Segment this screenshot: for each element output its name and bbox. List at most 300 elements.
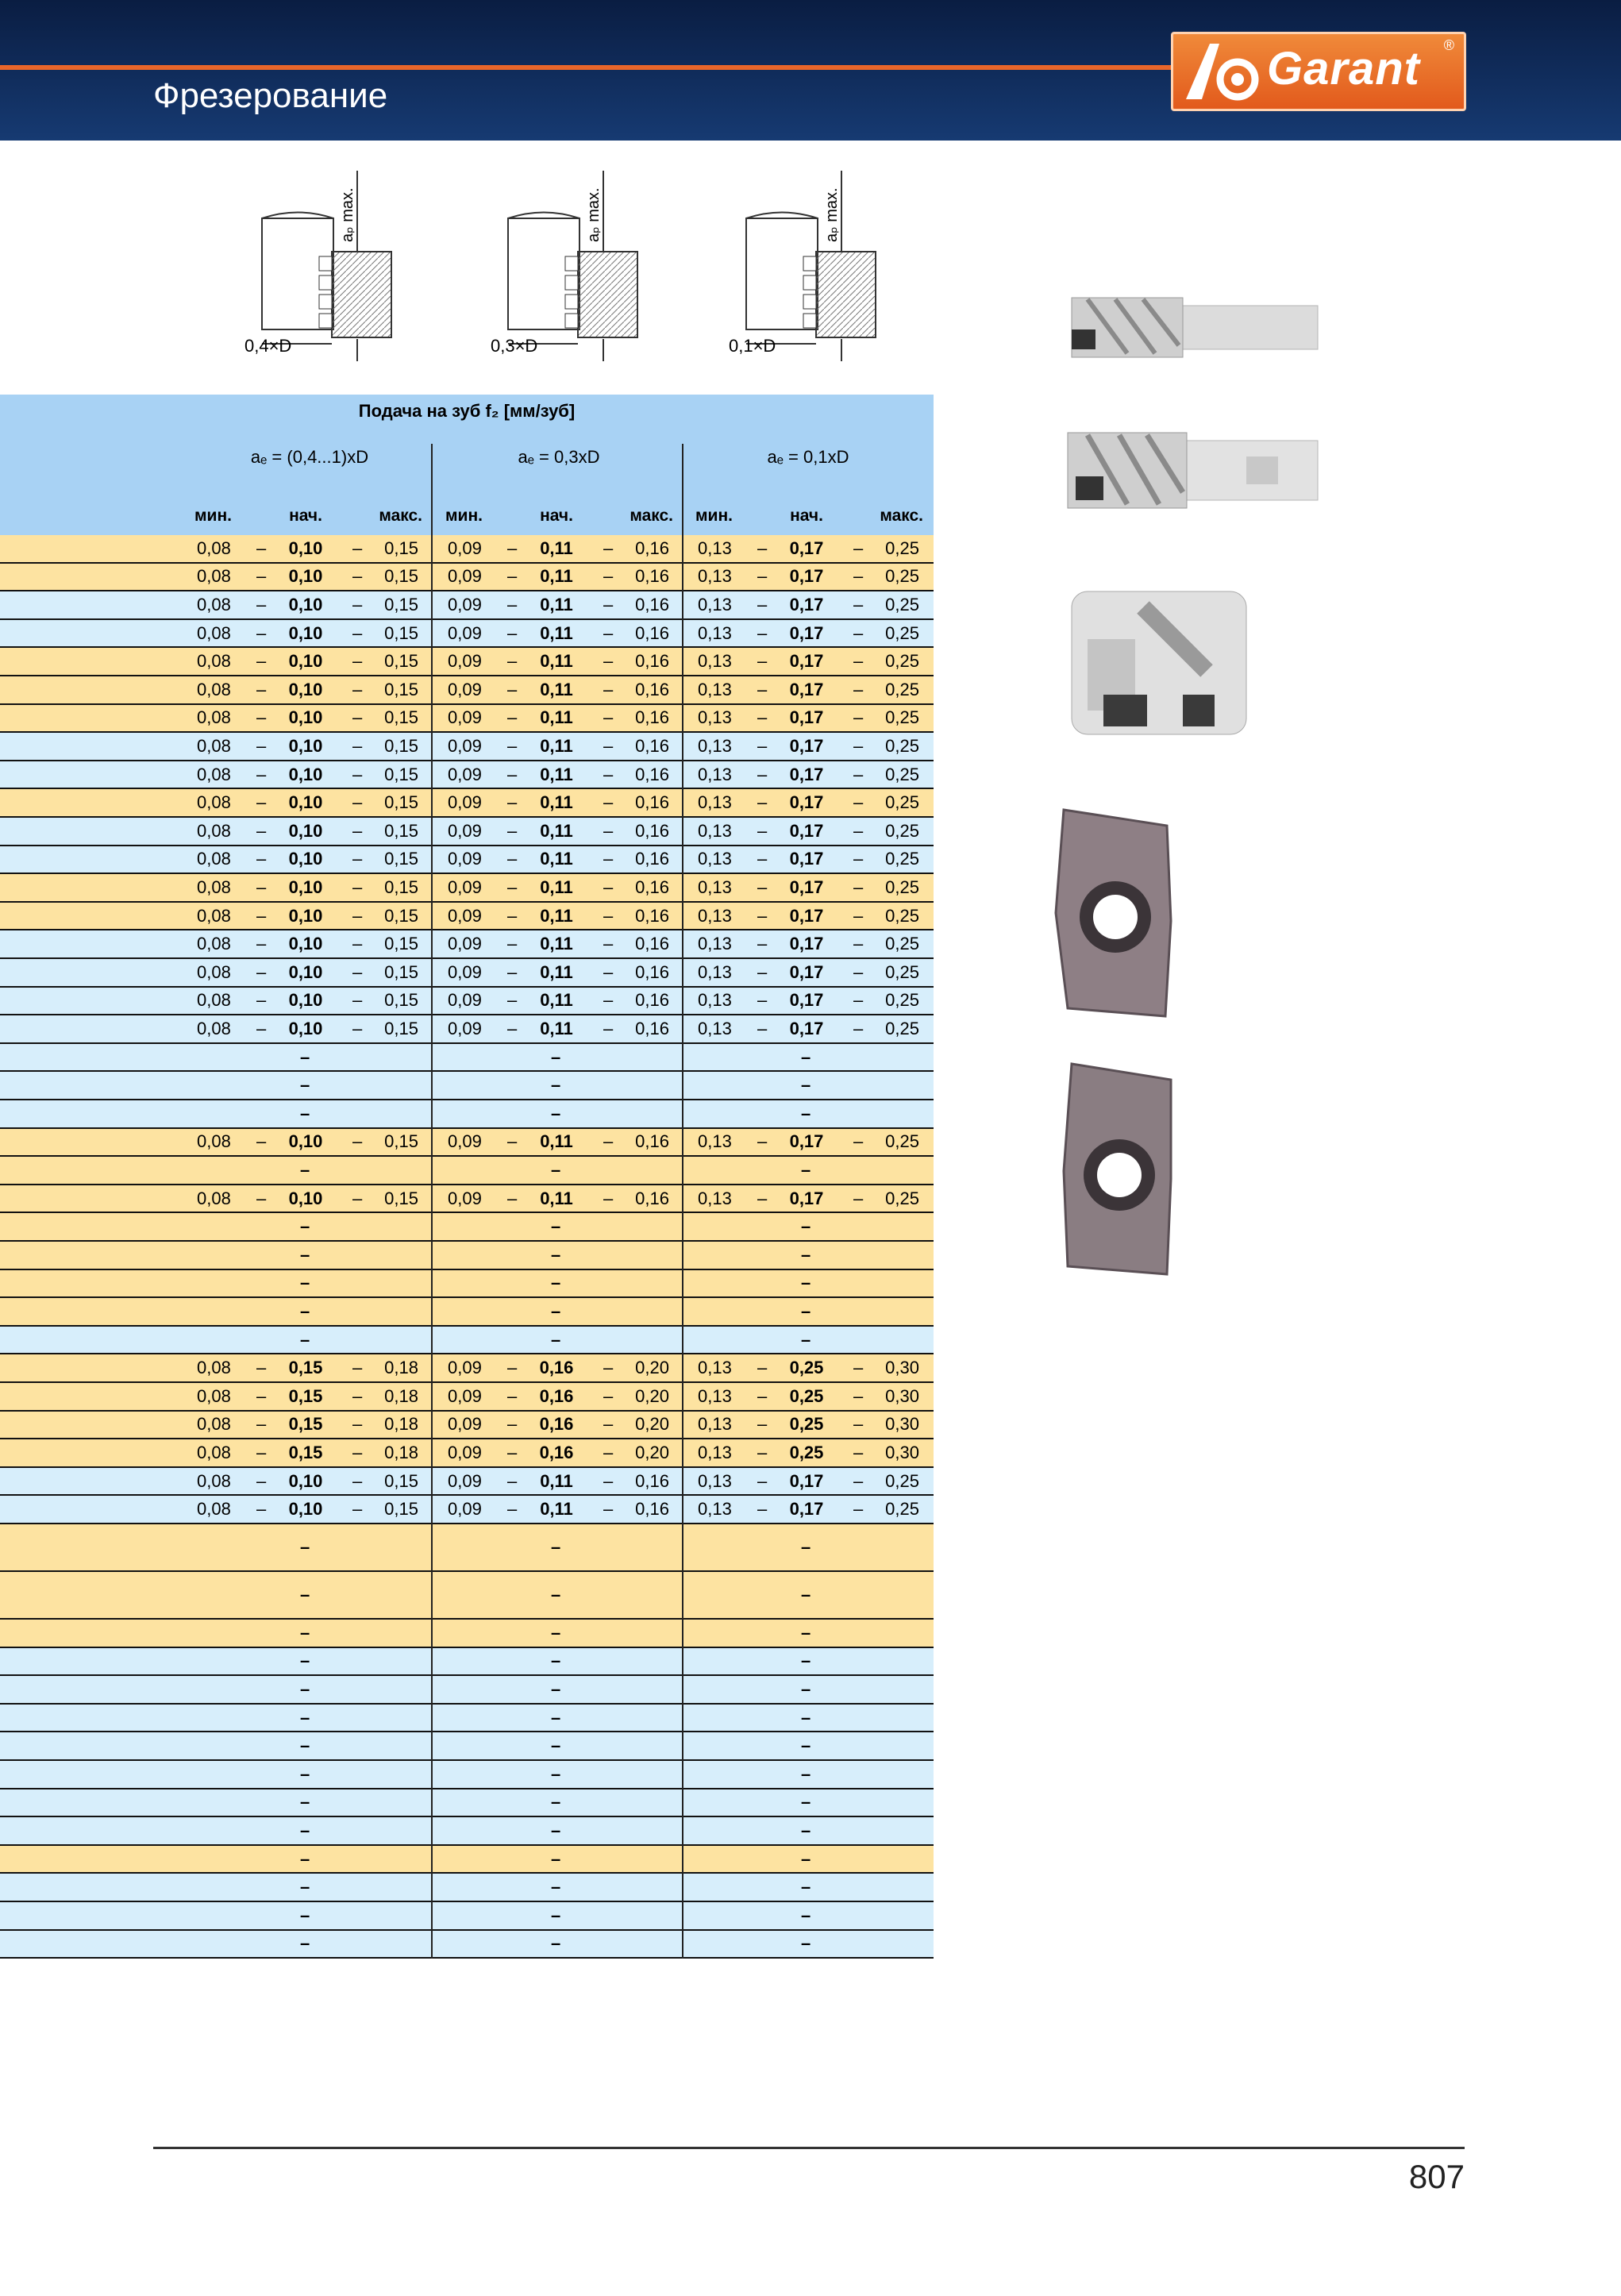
table-row <box>0 1129 934 1158</box>
start-value: 0,17 <box>789 594 824 614</box>
start-value: 0,17 <box>789 707 824 728</box>
max-value: 0,16 <box>635 1499 669 1520</box>
min-value: 0,13 <box>698 651 732 672</box>
min-value: 0,08 <box>197 537 231 558</box>
range-dash: – <box>757 622 768 643</box>
min-value: 0,09 <box>448 735 482 756</box>
range-dash: – <box>603 934 614 954</box>
min-value: 0,08 <box>197 707 231 728</box>
empty-dash: – <box>300 1075 310 1096</box>
min-value: 0,08 <box>197 1499 231 1520</box>
range-dash: – <box>853 961 864 982</box>
max-value: 0,16 <box>635 566 669 587</box>
start-value: 0,17 <box>789 1131 824 1152</box>
max-value: 0,25 <box>885 820 919 841</box>
empty-dash: – <box>801 1537 811 1557</box>
min-value: 0,08 <box>197 1188 231 1208</box>
min-value: 0,09 <box>448 961 482 982</box>
range-dash: – <box>757 934 768 954</box>
min-value: 0,13 <box>698 961 732 982</box>
start-value: 0,25 <box>789 1442 824 1462</box>
range-dash: – <box>256 537 267 558</box>
min-value: 0,09 <box>448 1358 482 1378</box>
range-dash: – <box>352 1358 363 1378</box>
min-value: 0,08 <box>197 990 231 1011</box>
table-row <box>0 564 934 592</box>
max-value: 0,15 <box>384 1470 418 1491</box>
empty-dash: – <box>551 1905 561 1925</box>
range-dash: – <box>603 1188 614 1208</box>
min-value: 0,13 <box>698 1385 732 1406</box>
max-value: 0,15 <box>384 622 418 643</box>
empty-dash: – <box>300 1905 310 1925</box>
start-value: 0,11 <box>540 566 573 587</box>
empty-dash: – <box>300 1678 310 1699</box>
min-value: 0,13 <box>698 1499 732 1520</box>
range-dash: – <box>507 849 518 869</box>
table-row <box>0 1789 934 1818</box>
min-value: 0,13 <box>698 792 732 813</box>
empty-dash: – <box>300 1933 310 1954</box>
range-dash: – <box>603 1131 614 1152</box>
table-row <box>0 676 934 705</box>
empty-dash: – <box>801 1300 811 1321</box>
range-dash: – <box>352 1188 363 1208</box>
range-dash: – <box>853 1188 864 1208</box>
range-dash: – <box>853 651 864 672</box>
range-dash: – <box>757 764 768 784</box>
header-divider <box>682 444 683 535</box>
range-dash: – <box>757 792 768 813</box>
sub-header: мин. <box>194 507 232 525</box>
start-value: 0,10 <box>288 820 323 841</box>
empty-dash: – <box>801 1244 811 1265</box>
range-dash: – <box>757 707 768 728</box>
max-value: 0,16 <box>635 934 669 954</box>
start-value: 0,15 <box>288 1442 323 1462</box>
column-divider <box>682 535 683 1959</box>
empty-dash: – <box>300 1300 310 1321</box>
range-dash: – <box>352 1470 363 1491</box>
empty-dash: – <box>300 1707 310 1728</box>
range-dash: – <box>603 1499 614 1520</box>
max-value: 0,15 <box>384 961 418 982</box>
max-value: 0,16 <box>635 990 669 1011</box>
max-value: 0,15 <box>384 1499 418 1520</box>
empty-dash: – <box>300 1537 310 1557</box>
table-row <box>0 1620 934 1648</box>
max-value: 0,16 <box>635 1470 669 1491</box>
group-header-2: aₑ = 0,3xD <box>518 447 600 467</box>
empty-dash: – <box>801 1103 811 1123</box>
empty-dash: – <box>551 1329 561 1350</box>
empty-dash: – <box>801 1848 811 1869</box>
range-dash: – <box>757 820 768 841</box>
range-dash: – <box>352 1385 363 1406</box>
max-value: 0,25 <box>885 735 919 756</box>
max-value: 0,25 <box>885 679 919 699</box>
start-value: 0,15 <box>288 1358 323 1378</box>
empty-dash: – <box>551 1877 561 1897</box>
empty-dash: – <box>801 1678 811 1699</box>
min-value: 0,08 <box>197 1414 231 1435</box>
range-dash: – <box>507 820 518 841</box>
max-value: 0,16 <box>635 792 669 813</box>
table-row <box>0 1468 934 1497</box>
min-value: 0,09 <box>448 1385 482 1406</box>
range-dash: – <box>256 876 267 897</box>
table-row <box>0 620 934 649</box>
min-value: 0,08 <box>197 876 231 897</box>
max-value: 0,16 <box>635 594 669 614</box>
range-dash: – <box>352 990 363 1011</box>
start-value: 0,16 <box>539 1385 574 1406</box>
range-dash: – <box>507 707 518 728</box>
sub-header: макс. <box>630 507 673 525</box>
range-dash: – <box>853 735 864 756</box>
min-value: 0,09 <box>448 990 482 1011</box>
max-value: 0,15 <box>384 1188 418 1208</box>
start-value: 0,25 <box>789 1414 824 1435</box>
min-value: 0,13 <box>698 566 732 587</box>
max-value: 0,20 <box>635 1358 669 1378</box>
sub-header: макс. <box>880 507 923 525</box>
range-dash: – <box>853 707 864 728</box>
ap-max-label: aₚ max. <box>585 187 603 242</box>
range-dash: – <box>603 679 614 699</box>
table-row <box>0 930 934 959</box>
range-dash: – <box>507 594 518 614</box>
sub-header: нач. <box>540 507 573 525</box>
range-dash: – <box>853 566 864 587</box>
range-dash: – <box>603 1358 614 1378</box>
empty-dash: – <box>551 1103 561 1123</box>
start-value: 0,10 <box>288 707 323 728</box>
range-dash: – <box>853 1018 864 1038</box>
range-dash: – <box>853 820 864 841</box>
max-value: 0,16 <box>635 961 669 982</box>
empty-dash: – <box>801 1159 811 1180</box>
min-value: 0,09 <box>448 1018 482 1038</box>
empty-dash: – <box>801 1585 811 1605</box>
range-dash: – <box>256 1018 267 1038</box>
range-dash: – <box>603 792 614 813</box>
range-dash: – <box>507 876 518 897</box>
range-dash: – <box>603 622 614 643</box>
max-value: 0,15 <box>384 934 418 954</box>
max-value: 0,16 <box>635 764 669 784</box>
start-value: 0,11 <box>540 849 573 869</box>
table-row <box>0 1676 934 1705</box>
max-value: 0,25 <box>885 651 919 672</box>
range-dash: – <box>853 679 864 699</box>
table-row <box>0 1572 934 1620</box>
sub-header: нач. <box>790 507 823 525</box>
min-value: 0,13 <box>698 622 732 643</box>
table-row <box>0 1213 934 1242</box>
start-value: 0,17 <box>789 990 824 1011</box>
min-value: 0,13 <box>698 1131 732 1152</box>
empty-dash: – <box>551 1046 561 1067</box>
start-value: 0,11 <box>540 876 573 897</box>
start-value: 0,17 <box>789 961 824 982</box>
min-value: 0,13 <box>698 764 732 784</box>
range-dash: – <box>853 1499 864 1520</box>
range-dash: – <box>603 849 614 869</box>
start-value: 0,10 <box>288 537 323 558</box>
range-dash: – <box>507 792 518 813</box>
min-value: 0,13 <box>698 594 732 614</box>
range-dash: – <box>352 679 363 699</box>
empty-dash: – <box>801 1622 811 1643</box>
table-row <box>0 705 934 734</box>
empty-dash: – <box>551 1792 561 1813</box>
min-value: 0,13 <box>698 1470 732 1491</box>
max-value: 0,25 <box>885 1188 919 1208</box>
empty-dash: – <box>801 1216 811 1237</box>
table-row <box>0 1327 934 1355</box>
max-value: 0,15 <box>384 792 418 813</box>
range-dash: – <box>256 849 267 869</box>
range-dash: – <box>507 622 518 643</box>
sub-header: мин. <box>695 507 733 525</box>
table-row <box>0 1874 934 1902</box>
start-value: 0,17 <box>789 1499 824 1520</box>
empty-dash: – <box>551 1848 561 1869</box>
empty-dash: – <box>801 1933 811 1954</box>
start-value: 0,11 <box>540 707 573 728</box>
range-dash: – <box>853 1442 864 1462</box>
table-row <box>0 1185 934 1214</box>
empty-dash: – <box>801 1046 811 1067</box>
empty-dash: – <box>801 1792 811 1813</box>
max-value: 0,30 <box>885 1385 919 1406</box>
start-value: 0,11 <box>540 990 573 1011</box>
range-dash: – <box>256 566 267 587</box>
range-dash: – <box>603 566 614 587</box>
empty-dash: – <box>300 1651 310 1671</box>
max-value: 0,25 <box>885 707 919 728</box>
empty-dash: – <box>551 1820 561 1840</box>
start-value: 0,11 <box>540 651 573 672</box>
max-value: 0,18 <box>384 1385 418 1406</box>
max-value: 0,25 <box>885 622 919 643</box>
empty-dash: – <box>551 1735 561 1756</box>
empty-dash: – <box>300 1244 310 1265</box>
min-value: 0,13 <box>698 1358 732 1378</box>
header-divider <box>431 444 433 535</box>
range-dash: – <box>757 1018 768 1038</box>
range-dash: – <box>853 1414 864 1435</box>
garant-emblem-icon <box>1178 36 1265 107</box>
logo-text: Garant <box>1267 43 1420 94</box>
table-row <box>0 818 934 846</box>
start-value: 0,16 <box>539 1414 574 1435</box>
min-value: 0,13 <box>698 990 732 1011</box>
range-dash: – <box>757 679 768 699</box>
start-value: 0,10 <box>288 764 323 784</box>
min-value: 0,08 <box>197 961 231 982</box>
max-value: 0,15 <box>384 537 418 558</box>
start-value: 0,17 <box>789 537 824 558</box>
empty-dash: – <box>801 1651 811 1671</box>
min-value: 0,09 <box>448 566 482 587</box>
start-value: 0,10 <box>288 849 323 869</box>
start-value: 0,17 <box>789 876 824 897</box>
max-value: 0,16 <box>635 537 669 558</box>
cutting-diagram <box>722 163 881 369</box>
indexable-insert-photo-2 <box>1052 1060 1187 1282</box>
min-value: 0,08 <box>197 594 231 614</box>
ap-max-label: aₚ max. <box>339 187 356 242</box>
range-dash: – <box>507 679 518 699</box>
min-value: 0,08 <box>197 1470 231 1491</box>
range-dash: – <box>507 1018 518 1038</box>
range-dash: – <box>352 764 363 784</box>
table-row <box>0 733 934 761</box>
empty-dash: – <box>551 1273 561 1293</box>
min-value: 0,09 <box>448 820 482 841</box>
range-dash: – <box>352 905 363 926</box>
range-dash: – <box>757 1188 768 1208</box>
footer-divider <box>153 2147 1465 2149</box>
start-value: 0,17 <box>789 849 824 869</box>
sub-header: мин. <box>445 507 483 525</box>
min-value: 0,08 <box>197 934 231 954</box>
min-value: 0,13 <box>698 537 732 558</box>
range-dash: – <box>256 651 267 672</box>
max-value: 0,25 <box>885 764 919 784</box>
range-dash: – <box>352 849 363 869</box>
empty-dash: – <box>551 1707 561 1728</box>
start-value: 0,10 <box>288 990 323 1011</box>
width-label: 0,1×D <box>729 336 776 356</box>
start-value: 0,10 <box>288 1188 323 1208</box>
empty-dash: – <box>300 1329 310 1350</box>
min-value: 0,09 <box>448 622 482 643</box>
range-dash: – <box>352 876 363 897</box>
max-value: 0,16 <box>635 849 669 869</box>
range-dash: – <box>352 1414 363 1435</box>
table-row <box>0 1015 934 1044</box>
start-value: 0,17 <box>789 679 824 699</box>
start-value: 0,16 <box>539 1358 574 1378</box>
start-value: 0,10 <box>288 905 323 926</box>
max-value: 0,15 <box>384 594 418 614</box>
min-value: 0,09 <box>448 1414 482 1435</box>
range-dash: – <box>256 764 267 784</box>
range-dash: – <box>603 594 614 614</box>
max-value: 0,16 <box>635 735 669 756</box>
start-value: 0,11 <box>540 961 573 982</box>
range-dash: – <box>853 764 864 784</box>
max-value: 0,25 <box>885 905 919 926</box>
table-row <box>0 1242 934 1270</box>
range-dash: – <box>507 735 518 756</box>
range-dash: – <box>256 990 267 1011</box>
page-title: Фрезерование <box>153 76 388 115</box>
table-row <box>0 1524 934 1572</box>
table-row <box>0 1496 934 1524</box>
table-row <box>0 1439 934 1468</box>
table-row <box>0 959 934 988</box>
range-dash: – <box>507 1131 518 1152</box>
range-dash: – <box>352 961 363 982</box>
table-row <box>0 1732 934 1761</box>
min-value: 0,13 <box>698 1018 732 1038</box>
column-divider <box>431 535 433 1959</box>
range-dash: – <box>256 1499 267 1520</box>
range-dash: – <box>256 622 267 643</box>
empty-dash: – <box>551 1585 561 1605</box>
start-value: 0,10 <box>288 961 323 982</box>
max-value: 0,15 <box>384 707 418 728</box>
max-value: 0,25 <box>885 990 919 1011</box>
min-value: 0,09 <box>448 792 482 813</box>
empty-dash: – <box>801 1905 811 1925</box>
max-value: 0,15 <box>384 764 418 784</box>
min-value: 0,09 <box>448 849 482 869</box>
max-value: 0,20 <box>635 1442 669 1462</box>
min-value: 0,13 <box>698 1442 732 1462</box>
empty-dash: – <box>551 1763 561 1784</box>
range-dash: – <box>507 905 518 926</box>
max-value: 0,25 <box>885 594 919 614</box>
max-value: 0,18 <box>384 1358 418 1378</box>
range-dash: – <box>757 961 768 982</box>
empty-dash: – <box>300 1216 310 1237</box>
range-dash: – <box>853 934 864 954</box>
range-dash: – <box>507 1385 518 1406</box>
range-dash: – <box>757 1499 768 1520</box>
start-value: 0,10 <box>288 566 323 587</box>
min-value: 0,09 <box>448 1188 482 1208</box>
range-dash: – <box>757 1358 768 1378</box>
range-dash: – <box>507 1470 518 1491</box>
min-value: 0,09 <box>448 1499 482 1520</box>
max-value: 0,30 <box>885 1358 919 1378</box>
range-dash: – <box>256 707 267 728</box>
empty-dash: – <box>801 1735 811 1756</box>
start-value: 0,17 <box>789 905 824 926</box>
range-dash: – <box>256 679 267 699</box>
max-value: 0,15 <box>384 820 418 841</box>
max-value: 0,16 <box>635 1188 669 1208</box>
end-mill-photo-1 <box>1056 290 1326 369</box>
table-row <box>0 1354 934 1383</box>
max-value: 0,20 <box>635 1414 669 1435</box>
min-value: 0,08 <box>197 792 231 813</box>
start-value: 0,11 <box>540 735 573 756</box>
empty-dash: – <box>300 1877 310 1897</box>
range-dash: – <box>256 594 267 614</box>
start-value: 0,11 <box>540 792 573 813</box>
range-dash: – <box>603 735 614 756</box>
range-dash: – <box>352 735 363 756</box>
empty-dash: – <box>300 1622 310 1643</box>
empty-dash: – <box>801 1329 811 1350</box>
min-value: 0,09 <box>448 905 482 926</box>
min-value: 0,13 <box>698 707 732 728</box>
range-dash: – <box>256 820 267 841</box>
range-dash: – <box>603 651 614 672</box>
range-dash: – <box>757 566 768 587</box>
max-value: 0,16 <box>635 876 669 897</box>
max-value: 0,20 <box>635 1385 669 1406</box>
start-value: 0,10 <box>288 1470 323 1491</box>
range-dash: – <box>256 1442 267 1462</box>
range-dash: – <box>507 1442 518 1462</box>
